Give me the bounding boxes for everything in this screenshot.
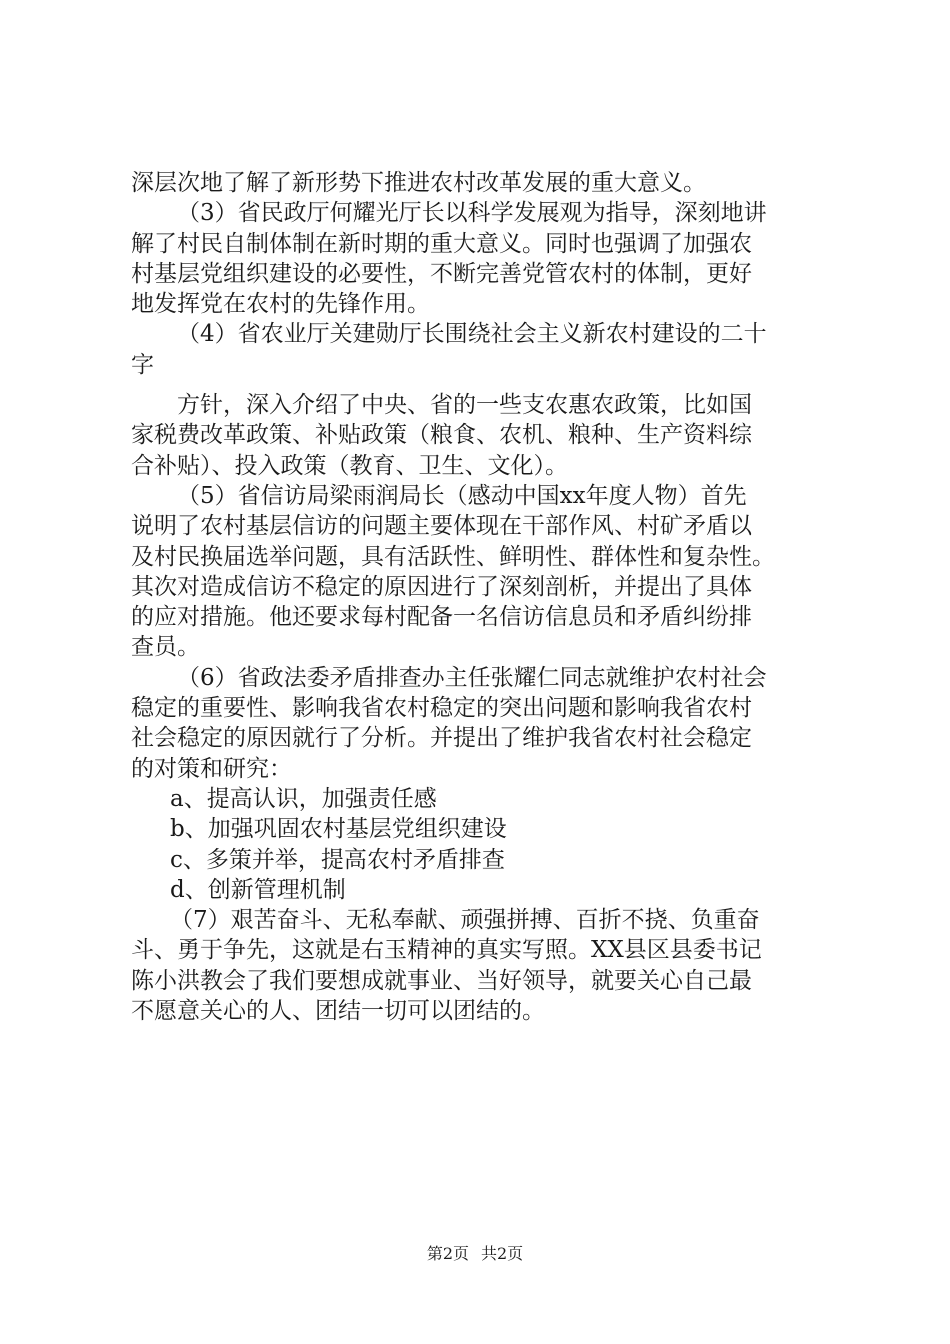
text-line: 说明了农村基层信访的问题主要体现在干部作风、村矿矛盾以	[131, 513, 752, 540]
paragraph-7-line: （7）艰苦奋斗、无私奉献、顽强拼搏、百折不挠、负重奋	[170, 907, 760, 934]
list-item-d: d、创新管理机制	[170, 876, 346, 903]
text-line: 稳定的重要性、影响我省农村稳定的突出问题和影响我省农村	[131, 695, 752, 722]
paragraph-5-line: （5）省信访局梁雨润局长（感动中国xx年度人物）首先	[177, 482, 747, 509]
text-line: 深层次地了解了新形势下推进农村改革发展的重大意义。	[131, 170, 706, 196]
paragraph-6-line: （6）省政法委矛盾排查办主任张耀仁同志就维护农村社会	[177, 664, 767, 691]
text-line: 不愿意关心的人、团结一切可以团结的。	[131, 998, 545, 1025]
text-line: 家税费改革政策、补贴政策（粮食、农机、粮种、生产资料综	[131, 422, 752, 449]
page-number-current: 第2页	[426, 1244, 469, 1263]
paragraph-3-line: （3）省民政厅何耀光厅长以科学发展观为指导，深刻地讲	[177, 200, 767, 227]
list-item-c: c、多策并举，提高农村矛盾排查	[170, 846, 505, 873]
paragraph-4-continuation-line: 方针，深入介绍了中央、省的一些支农惠农政策，比如国	[177, 392, 752, 419]
list-item-a: a、提高认识，加强责任感	[170, 785, 437, 812]
paragraph-4-line: （4）省农业厅关建勋厅长围绕社会主义新农村建设的二十	[177, 321, 767, 348]
text-line: 地发挥党在农村的先锋作用。	[131, 291, 430, 318]
text-line: 的对策和研究：	[131, 755, 292, 782]
text-line: 及村民换届选举问题，具有活跃性、鲜明性、群体性和复杂性。	[131, 543, 775, 570]
text-line: 合补贴）、投入政策（教育、卫生、文化）。	[131, 452, 568, 479]
page-number-total: 共2页	[481, 1244, 524, 1263]
text-line: 解了村民自制体制在新时期的重大意义。同时也强调了加强农	[131, 230, 752, 257]
document-body	[131, 168, 841, 1026]
text-line: 社会稳定的原因就行了分析。并提出了维护我省农村社会稳定	[131, 725, 752, 752]
text-line: 其次对造成信访不稳定的原因进行了深刻剖析，并提出了具体	[131, 573, 752, 600]
text-line: 的应对措施。他还要求每村配备一名信访信息员和矛盾纠纷排	[131, 604, 752, 631]
text-line: 斗、勇于争先，这就是右玉精神的真实写照。XX县区县委书记	[131, 937, 762, 964]
text-line: 陈小洪教会了我们要想成就事业、当好领导，就要关心自己最	[131, 967, 752, 994]
text-line: 查员。	[131, 634, 200, 661]
list-item-b: b、加强巩固农村基层党组织建设	[170, 816, 507, 843]
text-line: 字	[131, 351, 154, 378]
text-line: 村基层党组织建设的必要性，不断完善党管农村的体制，更好	[131, 260, 752, 287]
page-footer	[0, 1244, 950, 1264]
